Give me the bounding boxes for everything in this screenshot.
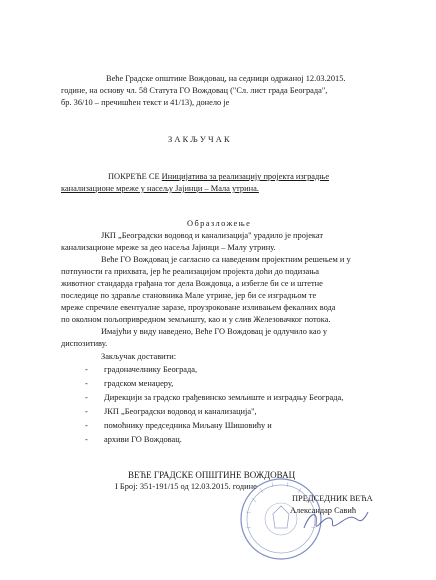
p1-line-1: ЈКП „Београдски водовод и канализација" урадило је пројекат (101, 231, 324, 240)
list-bullet: - (85, 407, 88, 416)
signature-name: Александар Савић (290, 506, 357, 515)
p2-line-2: потпуности га прихвата, јер ће реализацијом пројекта доћи до подизања (61, 267, 319, 276)
decision-prefix: ПОКРЕЋЕ СЕ (108, 172, 162, 181)
list-item: помоћнику председника Миљану Шишовићу и (104, 421, 272, 430)
list-bullet: - (85, 393, 88, 402)
decision-line-1 (108, 171, 329, 183)
list-item: архиви ГО Вождовац. (104, 435, 182, 444)
decision-line-2: канализационе мреже у насељу Јајинци – Мала утрина. (61, 184, 259, 193)
p2-line-3: животног стандарда грађана тог дела Вождовца, а избегле би се и штетне (61, 279, 323, 288)
decision-initiative: Иницијатива за реализацију пројекта изградње (161, 172, 330, 181)
list-bullet: - (85, 435, 88, 444)
reasoning-heading: Образложење (187, 219, 252, 228)
list-item: градоначелнику Београда, (104, 365, 198, 374)
p1-line-2: канализационе мреже за део насеља Јајинци – Малу утрину. (61, 243, 276, 252)
list-item: ЈКП „Београдски водовод и канализација", (104, 407, 257, 416)
deliver-intro: Закључак доставити: (101, 352, 177, 361)
list-item: Дирекцији за градско грађевинско земљиште и изградњу Београда, (104, 393, 344, 402)
issuing-body: ВЕЋЕ ГРАДСКЕ ОПШТИНЕ ВОЖДОВАЦ (128, 470, 296, 480)
header-line-3: бр. 36/10 – пречишћен текст и 41/13), донело је (61, 98, 230, 107)
p2-line-4: последице по здравље становника Мале утрине, јер би се изградњом те (61, 291, 317, 300)
list-bullet: - (85, 421, 88, 430)
header-line-2: године, на основу чл. 58 Статута ГО Вождовац ("Сл. лист града Београда", (61, 86, 328, 95)
header-line-1: Веће Градске општине Вождовац, на седници одржаној 12.03.2015. (106, 74, 346, 83)
document-title: ЗАКЉУЧАК (168, 135, 232, 144)
p3-line-1: Имајући у виду наведено, Веће ГО Вождовац је одлучило као у (101, 327, 328, 336)
list-item: градском менаџеру, (104, 379, 174, 388)
p2-line-1: Веће ГО Вождовац је сагласно са наведеним пројектним решењем и у (101, 255, 351, 264)
p2-line-6: по околном пољопривредном земљишту, као и у слив Железовачког потока. (61, 315, 331, 324)
signature-title: ПРЕДСЕДНИК ВЕЋА (292, 494, 373, 503)
p2-line-5: мреже спречиле евентуалне заразе, проузроковане изливањем фекалних вода (61, 303, 336, 312)
list-bullet: - (85, 379, 88, 388)
p3-line-2: диспозитиву. (61, 339, 108, 348)
document-number: I Број: 351-191/15 од 12.03.2015. године (115, 482, 257, 491)
list-bullet: - (85, 365, 88, 374)
